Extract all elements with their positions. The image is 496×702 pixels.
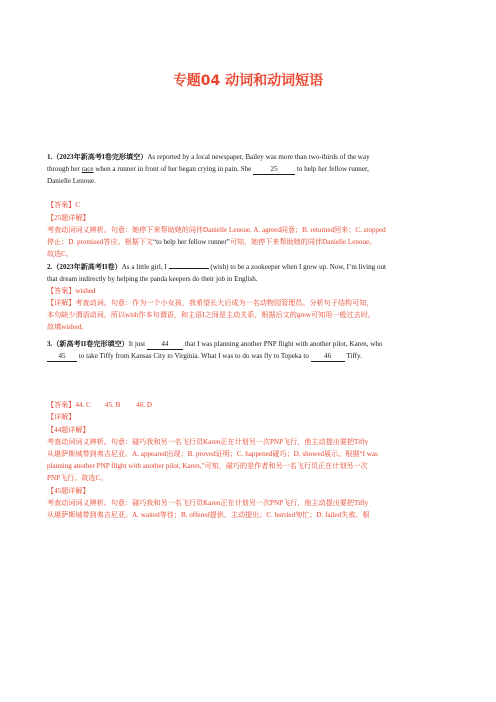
q3-text: to take Tiffy from Kansas City to Virginia. What I was to do was fly to Topeka to (77, 352, 311, 360)
q1-detail-text: 可知，她停下来帮助她的同伴Danielle Lenoue。 (229, 238, 377, 246)
q1-line-1 (47, 152, 457, 162)
q3-detail-44-line-3: planning another PNP flight with another pilot, Karen,”可知，碰巧的是作者和另一名飞行员正在计划另一次 (47, 462, 368, 470)
q3-detail-label: 【详解】 (47, 413, 76, 421)
q1-detail-quote: “to help her fellow runner” (153, 238, 230, 246)
q1-detail-2 (47, 237, 457, 247)
q3-label: 3.（新高考II卷完形填空） (47, 340, 129, 348)
q2-label: 2.（2023年新高考II卷） (47, 263, 122, 271)
page-title: 专题04 动词和动词短语 (172, 73, 324, 89)
q3-blank-44: 44 (147, 339, 183, 350)
q3-detail-44-line-2: 从堪萨斯城带到弗吉尼亚。A. appeared出现；B. proved证明；C. happened碰巧；D. showed展示。根据“I was (47, 450, 378, 458)
q1-detail-3: 故选C。 (47, 250, 74, 258)
q3-blank-46: 46 (311, 351, 345, 362)
q2-line-1 (47, 262, 457, 272)
q1-text: when a runner in front of her began crying in pain. She (93, 165, 254, 173)
q1-label: 1.（2023年新高考I卷完形填空） (47, 153, 148, 161)
q2-blank (169, 268, 209, 269)
q1-line-2 (47, 164, 457, 175)
q1-text: to help her fellow runner, (295, 165, 369, 173)
q1-underlined-word: race (81, 165, 94, 173)
q3-text: It just (128, 340, 147, 348)
q3-detail-44-line-4: PNP飞行。故选C。 (47, 474, 108, 482)
q1-blank-25: 25 (253, 164, 295, 175)
q3-detail-44-heading: 【44题详解】 (47, 426, 90, 434)
q2-text: As a little girl, I (121, 263, 169, 271)
q2-text: (wish) to be a zookeeper when I grew up. Now, I’m living out (208, 263, 387, 271)
q3-text: Tiffy. (344, 352, 362, 360)
q3-detail-44-line-1: 考查动词词义辨析。句意：碰巧我和另一名飞行员Karen正在计划另一次PNP飞行，他主动提出要把Tiffy (47, 438, 369, 446)
q3-blank-45: 45 (47, 351, 77, 362)
q2-detail-2: 本句缺少谓语动词，所以wish作本句谓语，和主语I之间是主动关系，根据后文的grew可知用一般过去时。 (47, 311, 375, 319)
q2-line-2: that dream indirectly by helping the panda keepers do their job in English. (47, 275, 258, 283)
q3-line-1 (47, 339, 457, 350)
q3-text: that I was planning another PNP flight with another pilot, Karen, who (182, 340, 383, 348)
q3-detail-45-heading: 【45题详解】 (47, 487, 90, 495)
q3-line-2 (47, 351, 457, 362)
q2-detail-3: 故填wished。 (47, 323, 89, 331)
q1-text: through her (47, 165, 82, 173)
q1-line-3: Danielle Lenoue. (47, 177, 96, 185)
q3-detail-45-line-2: 从堪萨斯城带到弗吉尼亚。A. waited等待；B. offered提供、主动提出；C. hurried匆忙；D. failed失败。根 (47, 511, 370, 519)
q3-answer: 【答案】44. C 45. B 46. D (47, 401, 153, 409)
q1-answer: 【答案】C (47, 201, 81, 209)
q1-text: As reported by a local newspaper, Bailey was more than two-thirds of the way (147, 153, 370, 161)
q1-detail-heading: 【25题详解】 (47, 214, 90, 222)
q3-detail-45-line-1: 考查动词词义辨析。句意：碰巧我和另一名飞行员Karen正在计划另一次PNP飞行，他主动提出要把Tiffy (47, 499, 369, 507)
q2-detail-1: 【详解】考查动词。句意：作为一个小女孩，我希望长大后成为一名动物园管理员。分析句子结构可知， (47, 299, 374, 307)
q1-detail-text: 停止；D. promised答应。根据下文 (47, 238, 154, 246)
q2-answer: 【答案】wished (47, 287, 96, 295)
q1-detail-1: 考查动词词义辨析。句意：她停下来帮助她的同伴Danielle Lenoue. A. agreed同意；B. returned回来；C. stopped (47, 226, 386, 234)
